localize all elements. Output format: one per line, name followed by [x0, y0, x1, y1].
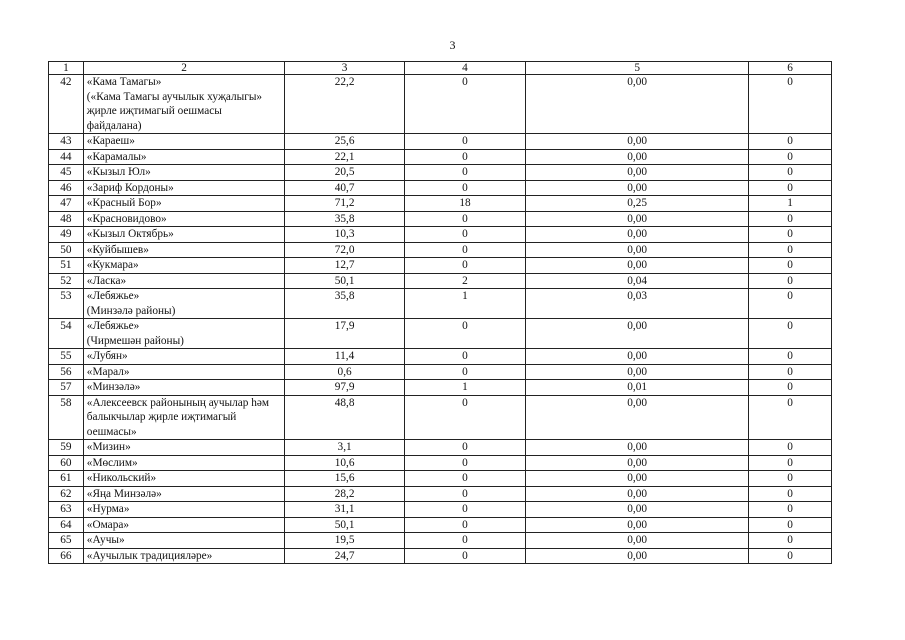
value-col-5: 0,00 [526, 75, 749, 134]
hunting-ground-name [83, 548, 285, 564]
table-row [49, 75, 832, 134]
value-col-5: 0,00 [526, 364, 749, 380]
value-col-3: 11,4 [285, 349, 404, 365]
row-number: 66 [49, 548, 84, 564]
table-row [49, 273, 832, 289]
value-col-4: 0 [404, 165, 526, 181]
value-col-6: 0 [749, 533, 832, 549]
value-col-4: 2 [404, 273, 526, 289]
name-line: «Кама Тамагы» [86, 76, 162, 88]
name-line: «Минзәлә» [86, 381, 141, 393]
row-number: 44 [49, 149, 84, 165]
value-col-4: 0 [404, 211, 526, 227]
value-col-4: 0 [404, 180, 526, 196]
name-line: «Аучылык традицияләре» [86, 549, 213, 562]
value-col-5: 0,00 [526, 149, 749, 165]
table-row [49, 548, 832, 564]
hunting-ground-name [83, 149, 285, 165]
row-number: 53 [49, 289, 84, 319]
value-col-5: 0,25 [526, 196, 749, 212]
value-col-6: 0 [749, 134, 832, 150]
value-col-4: 0 [404, 533, 526, 549]
table-row [49, 149, 832, 165]
value-col-3: 20,5 [285, 165, 404, 181]
hunting-ground-name [83, 471, 285, 487]
row-number: 56 [49, 364, 84, 380]
value-col-3: 97,9 [285, 380, 404, 396]
value-col-6: 0 [749, 380, 832, 396]
value-col-6: 0 [749, 471, 832, 487]
table-row [49, 471, 832, 487]
row-number: 62 [49, 486, 84, 502]
value-col-3: 15,6 [285, 471, 404, 487]
column-header-4: 4 [404, 62, 526, 75]
value-col-5: 0,00 [526, 517, 749, 533]
value-col-5: 0,00 [526, 455, 749, 471]
hunting-ground-name [83, 380, 285, 396]
row-number: 63 [49, 502, 84, 518]
value-col-4: 0 [404, 242, 526, 258]
name-line: «Нурма» [86, 503, 130, 515]
value-col-3: 22,1 [285, 149, 404, 165]
name-line: «Куйбышев» [86, 243, 149, 256]
value-col-4: 0 [404, 349, 526, 365]
column-header-6: 6 [749, 62, 832, 75]
header-row [49, 62, 832, 75]
table-row [49, 486, 832, 502]
value-col-6: 1 [749, 196, 832, 212]
value-col-5: 0,00 [526, 471, 749, 487]
table-row [49, 364, 832, 380]
table-row [49, 242, 832, 258]
value-col-5: 0,04 [526, 273, 749, 289]
value-col-5: 0,00 [526, 258, 749, 274]
table-row [49, 180, 832, 196]
row-number: 54 [49, 319, 84, 349]
row-number: 58 [49, 395, 84, 440]
name-line: (Чирмешән районы) [86, 334, 184, 347]
name-line: «Мөслим» [86, 456, 138, 469]
name-line: «Лебяжье» [86, 290, 140, 302]
value-col-5: 0,00 [526, 180, 749, 196]
value-col-5: 0,00 [526, 242, 749, 258]
value-col-6: 0 [749, 517, 832, 533]
value-col-6: 0 [749, 149, 832, 165]
name-line: «Кызыл Октябрь» [86, 228, 174, 240]
value-col-4: 0 [404, 440, 526, 456]
value-col-6: 0 [749, 349, 832, 365]
hunting-ground-name [83, 517, 285, 533]
name-line: «Красный Бор» [86, 197, 162, 209]
row-number: 43 [49, 134, 84, 150]
value-col-5: 0,00 [526, 134, 749, 150]
row-number: 49 [49, 227, 84, 243]
value-col-4: 0 [404, 364, 526, 380]
value-col-3: 35,8 [285, 211, 404, 227]
table-row [49, 440, 832, 456]
name-line: «Лубян» [86, 350, 128, 362]
table-body [49, 62, 832, 564]
table-row [49, 289, 832, 319]
value-col-3: 17,9 [285, 319, 404, 349]
value-col-6: 0 [749, 455, 832, 471]
name-line: «Красновидово» [86, 212, 167, 225]
hunting-ground-name [83, 196, 285, 212]
value-col-6: 0 [749, 75, 832, 134]
table-row [49, 319, 832, 349]
name-line: «Омара» [86, 518, 130, 531]
value-col-4: 0 [404, 471, 526, 487]
value-col-6: 0 [749, 395, 832, 440]
value-col-4: 1 [404, 380, 526, 396]
value-col-4: 0 [404, 149, 526, 165]
table-row [49, 517, 832, 533]
name-line: балыкчылар җирле иҗтимагый [86, 411, 237, 423]
hunting-ground-name [83, 395, 285, 440]
value-col-3: 72,0 [285, 242, 404, 258]
table-row [49, 455, 832, 471]
value-col-3: 35,8 [285, 289, 404, 319]
row-number: 65 [49, 533, 84, 549]
value-col-3: 10,3 [285, 227, 404, 243]
table-row [49, 258, 832, 274]
value-col-4: 0 [404, 258, 526, 274]
value-col-6: 0 [749, 273, 832, 289]
row-number: 52 [49, 273, 84, 289]
value-col-6: 0 [749, 548, 832, 564]
name-line: «Алексеевск районының аучылар һәм [86, 396, 270, 409]
value-col-3: 0,6 [285, 364, 404, 380]
table-row [49, 196, 832, 212]
row-number: 55 [49, 349, 84, 365]
value-col-3: 10,6 [285, 455, 404, 471]
value-col-4: 0 [404, 395, 526, 440]
table-row [49, 502, 832, 518]
hunting-ground-name [83, 242, 285, 258]
column-header-2: 2 [83, 62, 285, 75]
hunting-ground-name [83, 258, 285, 274]
value-col-5: 0,03 [526, 289, 749, 319]
hunting-ground-name [83, 165, 285, 181]
value-col-6: 0 [749, 364, 832, 380]
hunting-ground-name [83, 349, 285, 365]
value-col-3: 40,7 [285, 180, 404, 196]
table-row [49, 349, 832, 365]
table-row [49, 165, 832, 181]
hunting-ground-name [83, 533, 285, 549]
value-col-4: 0 [404, 548, 526, 564]
name-line: файдалана) [86, 119, 142, 132]
value-col-5: 0,00 [526, 395, 749, 440]
value-col-3: 48,8 [285, 395, 404, 440]
name-line: «Карамалы» [86, 150, 147, 163]
value-col-5: 0,00 [526, 533, 749, 549]
name-line: «Караеш» [86, 135, 135, 147]
value-col-4: 0 [404, 517, 526, 533]
hunting-ground-name [83, 75, 285, 134]
value-col-6: 0 [749, 319, 832, 349]
value-col-6: 0 [749, 227, 832, 243]
value-col-6: 0 [749, 289, 832, 319]
name-line: «Лебяжье» [86, 320, 140, 332]
name-line: «Аучы» [86, 534, 125, 546]
value-col-6: 0 [749, 180, 832, 196]
value-col-4: 0 [404, 134, 526, 150]
column-header-3: 3 [285, 62, 404, 75]
name-line: «Кукмара» [86, 259, 139, 271]
hunting-ground-name [83, 440, 285, 456]
value-col-4: 0 [404, 455, 526, 471]
column-header-1: 1 [49, 62, 84, 75]
value-col-6: 0 [749, 440, 832, 456]
value-col-4: 1 [404, 289, 526, 319]
name-line: «Мизин» [86, 441, 131, 453]
row-number: 64 [49, 517, 84, 533]
name-line: «Яңа Минзәлә» [86, 487, 162, 500]
value-col-3: 50,1 [285, 273, 404, 289]
value-col-5: 0,00 [526, 440, 749, 456]
row-number: 60 [49, 455, 84, 471]
row-number: 61 [49, 471, 84, 487]
value-col-6: 0 [749, 242, 832, 258]
name-line: «Никольский» [86, 472, 157, 484]
value-col-5: 0,00 [526, 319, 749, 349]
value-col-6: 0 [749, 502, 832, 518]
value-col-3: 22,2 [285, 75, 404, 134]
name-line: «Ласка» [86, 274, 127, 287]
hunting-ground-name [83, 364, 285, 380]
value-col-4: 18 [404, 196, 526, 212]
value-col-3: 24,7 [285, 548, 404, 564]
row-number: 48 [49, 211, 84, 227]
row-number: 46 [49, 180, 84, 196]
table-row [49, 533, 832, 549]
value-col-4: 0 [404, 319, 526, 349]
value-col-4: 0 [404, 502, 526, 518]
value-col-3: 19,5 [285, 533, 404, 549]
name-line: оешмасы» [86, 425, 137, 438]
name-line: («Кама Тамагы аучылык хуҗалыгы» [86, 90, 263, 103]
value-col-3: 31,1 [285, 502, 404, 518]
value-col-5: 0,01 [526, 380, 749, 396]
name-line: (Минзәлә районы) [86, 304, 176, 317]
value-col-6: 0 [749, 486, 832, 502]
column-header-5: 5 [526, 62, 749, 75]
value-col-5: 0,00 [526, 502, 749, 518]
value-col-3: 3,1 [285, 440, 404, 456]
row-number: 47 [49, 196, 84, 212]
hunting-ground-name [83, 486, 285, 502]
table-row [49, 211, 832, 227]
value-col-3: 25,6 [285, 134, 404, 150]
value-col-3: 12,7 [285, 258, 404, 274]
value-col-5: 0,00 [526, 486, 749, 502]
hunting-ground-name [83, 289, 285, 319]
hunting-ground-name [83, 180, 285, 196]
value-col-4: 0 [404, 227, 526, 243]
value-col-3: 71,2 [285, 196, 404, 212]
value-col-6: 0 [749, 165, 832, 181]
table-row [49, 395, 832, 440]
value-col-3: 50,1 [285, 517, 404, 533]
value-col-5: 0,00 [526, 165, 749, 181]
value-col-5: 0,00 [526, 227, 749, 243]
value-col-4: 0 [404, 75, 526, 134]
hunting-ground-name [83, 227, 285, 243]
row-number: 45 [49, 165, 84, 181]
value-col-4: 0 [404, 486, 526, 502]
hunting-ground-name [83, 319, 285, 349]
hunting-ground-name [83, 455, 285, 471]
table-row [49, 380, 832, 396]
name-line: «Кызыл Юл» [86, 166, 151, 178]
value-col-3: 28,2 [285, 486, 404, 502]
name-line: җирле иҗтимагый оешмасы [86, 105, 222, 117]
hunting-ground-name [83, 502, 285, 518]
table-row [49, 134, 832, 150]
table-row [49, 227, 832, 243]
row-number: 42 [49, 75, 84, 134]
value-col-5: 0,00 [526, 349, 749, 365]
hunting-ground-name [83, 273, 285, 289]
name-line: «Марал» [86, 365, 130, 378]
value-col-6: 0 [749, 258, 832, 274]
hunting-ground-name [83, 134, 285, 150]
value-col-6: 0 [749, 211, 832, 227]
row-number: 57 [49, 380, 84, 396]
hunting-ground-name [83, 211, 285, 227]
page-number: 3 [449, 38, 456, 52]
row-number: 59 [49, 440, 84, 456]
row-number: 51 [49, 258, 84, 274]
row-number: 50 [49, 242, 84, 258]
value-col-5: 0,00 [526, 548, 749, 564]
data-table [48, 61, 832, 564]
name-line: «Зариф Кордоны» [86, 181, 174, 194]
value-col-5: 0,00 [526, 211, 749, 227]
